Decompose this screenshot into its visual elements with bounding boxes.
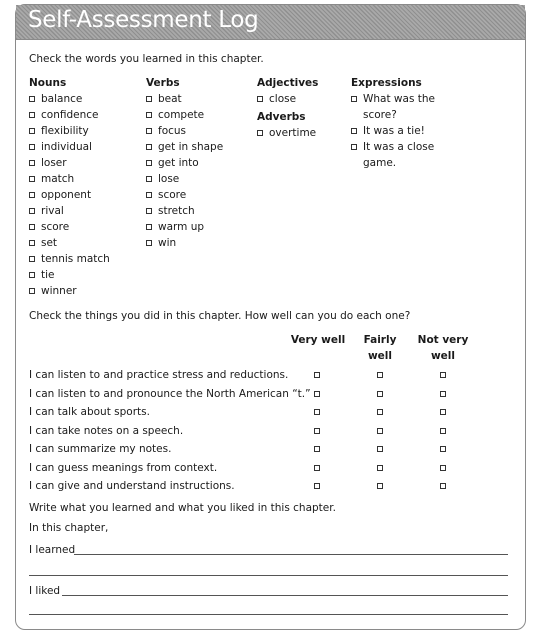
very-well-checkbox[interactable] bbox=[314, 465, 320, 471]
noun-word: confidence bbox=[41, 109, 99, 121]
verb-word: compete bbox=[158, 109, 205, 121]
skill-row: I can summarize my notes. bbox=[29, 443, 172, 455]
verb-item bbox=[146, 91, 223, 107]
noun-item bbox=[29, 251, 110, 267]
liked-line-2[interactable] bbox=[29, 614, 508, 615]
noun-item bbox=[29, 219, 110, 235]
learned-line-2[interactable] bbox=[29, 575, 508, 576]
verb-item bbox=[146, 235, 223, 251]
verb-item bbox=[146, 187, 223, 203]
checkbox[interactable] bbox=[146, 144, 152, 150]
noun-word: opponent bbox=[41, 189, 92, 201]
skill-row: I can listen to and pronounce the North American “t.” bbox=[29, 387, 311, 400]
noun-item bbox=[29, 123, 110, 139]
checkbox[interactable] bbox=[29, 176, 35, 182]
noun-word: winner bbox=[41, 285, 77, 297]
verb-item bbox=[146, 203, 223, 219]
column-not-very-well: Not very well bbox=[417, 334, 469, 362]
verb-word: win bbox=[158, 237, 177, 249]
liked-line-1[interactable] bbox=[62, 595, 508, 596]
verbs-column bbox=[146, 75, 223, 251]
fairly-well-checkbox[interactable] bbox=[377, 372, 383, 378]
adverbs-heading: Adverbs bbox=[257, 111, 306, 123]
noun-word: score bbox=[41, 221, 70, 233]
verb-item bbox=[146, 139, 223, 155]
noun-word: match bbox=[41, 173, 75, 185]
checkbox[interactable] bbox=[146, 128, 152, 134]
checkbox[interactable] bbox=[29, 240, 35, 246]
not-very-well-checkbox[interactable] bbox=[440, 428, 446, 434]
checkbox[interactable] bbox=[146, 112, 152, 118]
checkbox[interactable] bbox=[146, 208, 152, 214]
page-title: Self-Assessment Log bbox=[28, 7, 259, 33]
verbs-heading: Verbs bbox=[146, 77, 180, 89]
checkbox[interactable] bbox=[146, 160, 152, 166]
fairly-well-checkbox[interactable] bbox=[377, 465, 383, 471]
noun-word: rival bbox=[41, 205, 64, 217]
verb-word: get in shape bbox=[158, 141, 224, 153]
expressions-heading: Expressions bbox=[351, 77, 422, 89]
learned-line-1[interactable] bbox=[74, 554, 508, 555]
noun-item bbox=[29, 155, 110, 171]
noun-item bbox=[29, 139, 110, 155]
nouns-column bbox=[29, 75, 110, 299]
noun-item bbox=[29, 283, 110, 299]
noun-word: individual bbox=[41, 141, 92, 153]
in-chapter-label: In this chapter, bbox=[29, 522, 109, 534]
verb-word: stretch bbox=[158, 205, 195, 217]
noun-word: balance bbox=[41, 93, 83, 105]
liked-label: I liked bbox=[29, 585, 61, 597]
checkbox[interactable] bbox=[29, 256, 35, 262]
expressions-column bbox=[351, 75, 451, 171]
fairly-well-checkbox[interactable] bbox=[377, 428, 383, 434]
expression-item bbox=[351, 91, 451, 123]
checkbox[interactable] bbox=[146, 192, 152, 198]
checkbox[interactable] bbox=[29, 224, 35, 230]
adverb-item bbox=[257, 125, 318, 141]
noun-item bbox=[29, 91, 110, 107]
very-well-checkbox[interactable] bbox=[314, 409, 320, 415]
adverb-word: overtime bbox=[269, 127, 317, 139]
adjective-item bbox=[257, 91, 318, 107]
verb-word: get into bbox=[158, 157, 199, 169]
instructions: Check the words you learned in this chapter. bbox=[29, 53, 264, 65]
column-fairly-well: Fairly well bbox=[363, 334, 397, 362]
noun-word: set bbox=[41, 237, 58, 249]
skill-row: I can listen to and practice stress and reductions. bbox=[29, 369, 289, 381]
checkbox[interactable] bbox=[351, 144, 357, 150]
expression-text: It was a close game. bbox=[363, 141, 435, 169]
checkbox[interactable] bbox=[29, 144, 35, 150]
not-very-well-checkbox[interactable] bbox=[440, 372, 446, 378]
title-banner bbox=[16, 5, 525, 40]
not-very-well-checkbox[interactable] bbox=[440, 446, 446, 452]
verb-word: warm up bbox=[158, 221, 205, 233]
checkbox[interactable] bbox=[29, 128, 35, 134]
noun-item bbox=[29, 107, 110, 123]
very-well-checkbox[interactable] bbox=[314, 372, 320, 378]
checkbox[interactable] bbox=[146, 96, 152, 102]
very-well-checkbox[interactable] bbox=[314, 446, 320, 452]
verb-word: beat bbox=[158, 93, 182, 105]
very-well-checkbox[interactable] bbox=[314, 391, 320, 397]
noun-word: tie bbox=[41, 269, 55, 281]
checkbox[interactable] bbox=[29, 272, 35, 278]
verb-item bbox=[146, 219, 223, 235]
verb-word: lose bbox=[158, 173, 180, 185]
fairly-well-checkbox[interactable] bbox=[377, 483, 383, 489]
skill-row: I can take notes on a speech. bbox=[29, 424, 184, 437]
nouns-heading: Nouns bbox=[29, 77, 67, 89]
not-very-well-checkbox[interactable] bbox=[440, 465, 446, 471]
fairly-well-checkbox[interactable] bbox=[377, 409, 383, 415]
checkbox[interactable] bbox=[146, 240, 152, 246]
adjectives-column bbox=[257, 75, 318, 141]
verb-item bbox=[146, 107, 223, 123]
verb-item bbox=[146, 171, 223, 187]
checkbox[interactable] bbox=[257, 96, 263, 102]
not-very-well-checkbox[interactable] bbox=[440, 409, 446, 415]
learned-label: I learned bbox=[29, 544, 76, 556]
noun-item bbox=[29, 267, 110, 283]
checkbox[interactable] bbox=[351, 128, 357, 134]
checkbox[interactable] bbox=[257, 130, 263, 136]
checkbox[interactable] bbox=[146, 176, 152, 182]
very-well-checkbox[interactable] bbox=[314, 483, 320, 489]
checkbox[interactable] bbox=[29, 208, 35, 214]
skill-row: I can talk about sports. bbox=[29, 406, 150, 418]
skills-intro: Check the things you did in this chapter. How well can you do each one? bbox=[29, 310, 411, 322]
noun-item bbox=[29, 187, 110, 203]
checkbox[interactable] bbox=[29, 192, 35, 198]
checkbox[interactable] bbox=[29, 288, 35, 294]
expression-text: What was the score? bbox=[363, 93, 435, 121]
column-very-well: Very well bbox=[290, 334, 346, 346]
expression-text: It was a tie! bbox=[363, 125, 425, 137]
noun-word: flexibility bbox=[41, 125, 89, 137]
verb-word: focus bbox=[158, 125, 187, 137]
verb-item bbox=[146, 155, 223, 171]
checkbox[interactable] bbox=[29, 96, 35, 102]
skill-row: I can guess meanings from context. bbox=[29, 461, 218, 474]
noun-word: tennis match bbox=[41, 253, 110, 265]
very-well-checkbox[interactable] bbox=[314, 428, 320, 434]
noun-item bbox=[29, 235, 110, 251]
adjectives-heading: Adjectives bbox=[257, 77, 319, 89]
noun-word: loser bbox=[41, 157, 67, 169]
fairly-well-checkbox[interactable] bbox=[377, 391, 383, 397]
verb-item bbox=[146, 123, 223, 139]
expression-item bbox=[351, 139, 451, 171]
checkbox[interactable] bbox=[146, 224, 152, 230]
expression-item bbox=[351, 123, 451, 139]
checkbox[interactable] bbox=[29, 112, 35, 118]
skill-row: I can give and understand instructions. bbox=[29, 480, 235, 492]
verb-word: score bbox=[158, 189, 187, 201]
fairly-well-checkbox[interactable] bbox=[377, 446, 383, 452]
not-very-well-checkbox[interactable] bbox=[440, 483, 446, 489]
adjective-word: close bbox=[269, 93, 297, 105]
checkbox[interactable] bbox=[29, 160, 35, 166]
noun-item bbox=[29, 203, 110, 219]
noun-item bbox=[29, 171, 110, 187]
writing-prompt: Write what you learned and what you liked in this chapter. bbox=[29, 502, 336, 514]
checkbox[interactable] bbox=[351, 96, 357, 102]
not-very-well-checkbox[interactable] bbox=[440, 391, 446, 397]
